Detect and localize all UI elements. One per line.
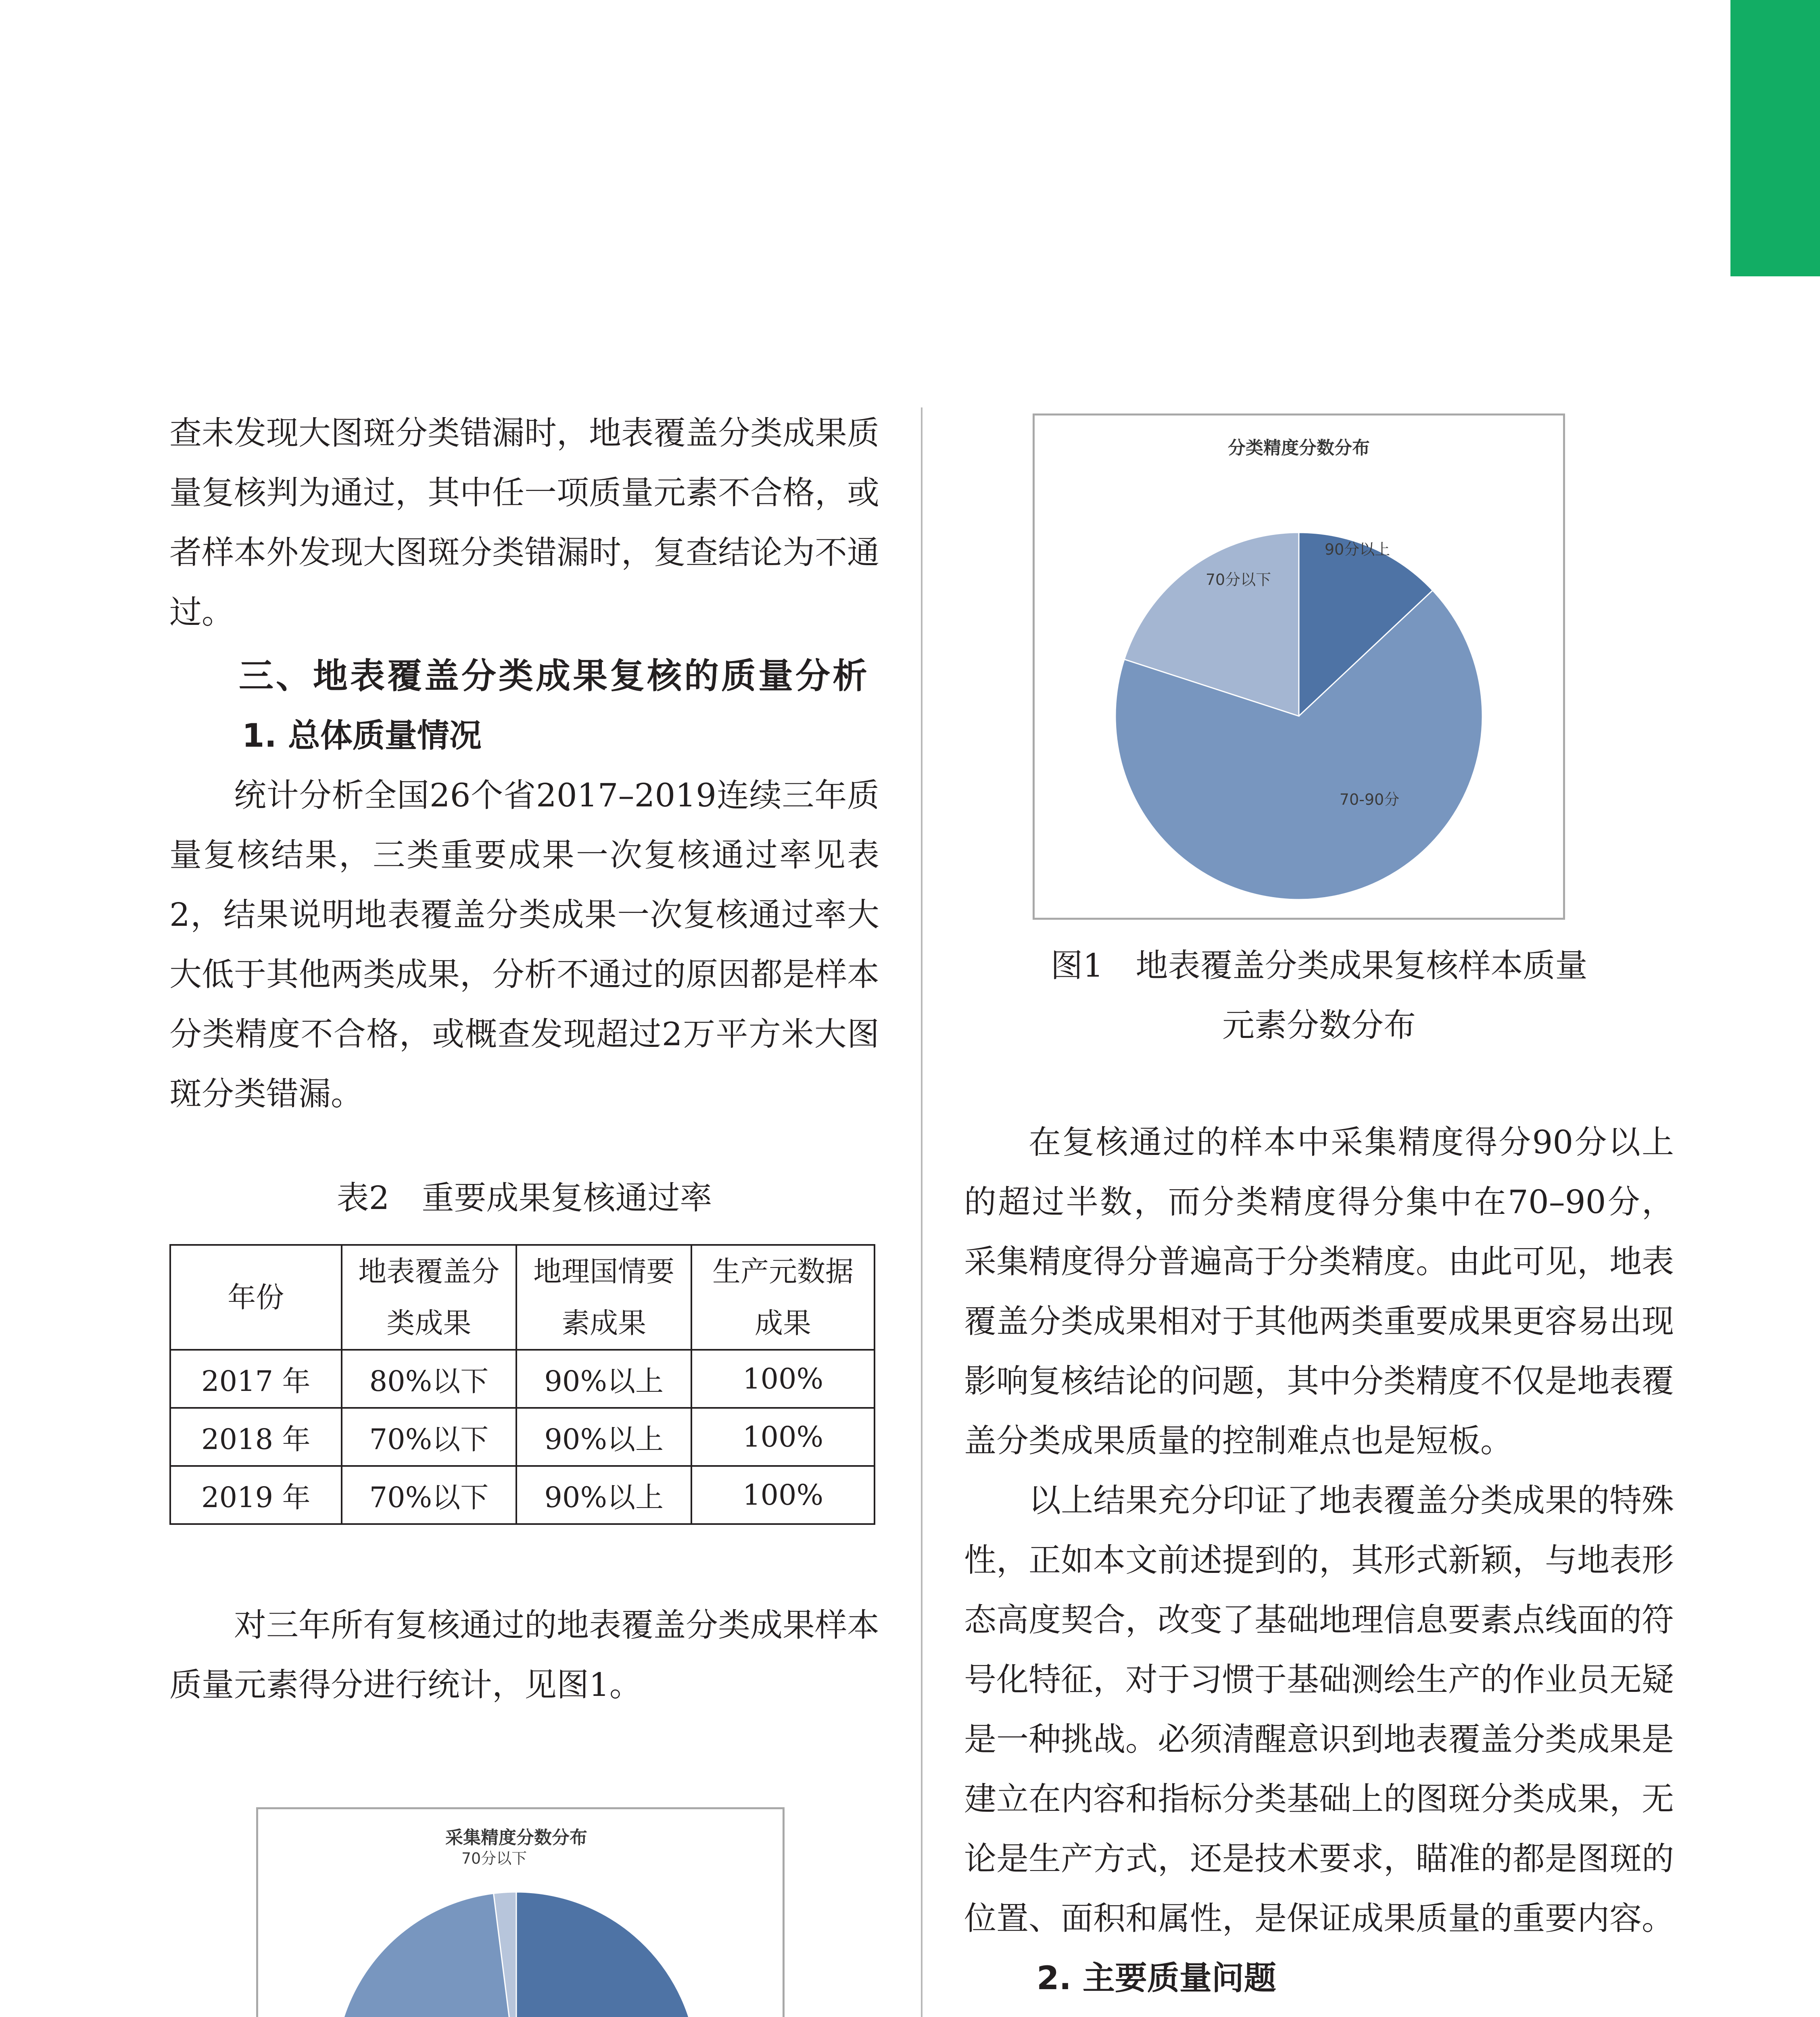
table-cell: 2019 年: [170, 1466, 342, 1524]
classification-accuracy-pie: [1035, 416, 1563, 918]
collection-accuracy-pie: [258, 1809, 783, 2017]
table-row: [170, 1408, 875, 1466]
table-caption: 表2 重要成果复核通过率: [336, 1179, 712, 1217]
pass-rate-table: [169, 1244, 875, 1525]
classification-accuracy-chart: [1033, 413, 1565, 920]
figure-caption-line2: 元素分数分布: [1222, 1006, 1416, 1044]
chart-title: 采集精度分数分布: [445, 1827, 587, 1848]
table-cell: 90%以上: [516, 1350, 691, 1408]
paragraph-1: 查未发现大图斑分类错漏时，地表覆盖分类成果质量复核判为通过，其中任一项质量元素不合格，或者样本外发现大图斑分类错漏时，复查结论为不通过。: [169, 414, 879, 631]
table-header-land-cover: 地表覆盖分 类成果: [342, 1245, 517, 1350]
figure-caption-line1: 图1 地表覆盖分类成果复核样本质量: [1050, 947, 1588, 984]
paragraph-4: 在复核通过的样本中采集精度得分90分以上的超过半数，而分类精度得分集中在70–90分，采集精度得分普遍高于分类精度。由此可见，地表覆盖分类成果相对于其他两类重要成果更容易出现影响复核结论的问题，其中分类精度不仅是地表覆盖分类成果质量的控制难点也是短板。: [964, 1123, 1674, 1460]
table-cell: 80%以下: [342, 1350, 517, 1408]
paragraph-5: 以上结果充分印证了地表覆盖分类成果的特殊性，正如本文前述提到的，其形式新颖，与地表形态高度契合，改变了基础地理信息要素点线面的符号化特征，对于习惯于基础测绘生产的作业员无疑是一种挑战。必须清醒意识到地表覆盖分类成果是建立在内容和指标分类基础上的图斑分类成果，无论是生产方式，还是技术要求，瞄准的都是图斑的位置、面积和属性，是保证成果质量的重要内容。: [964, 1482, 1674, 1937]
table-header-year: 年份: [170, 1245, 342, 1350]
column-divider: [921, 407, 923, 2017]
table-header-metadata: 生产元数据 成果: [691, 1245, 875, 1350]
left-column: [169, 403, 879, 1715]
table-cell: 90%以上: [516, 1466, 691, 1524]
section-heading: 三、地表覆盖分类成果复核的质量分析: [239, 656, 870, 696]
pie-label-slice-70-90: 70-90分: [1339, 791, 1400, 808]
pie-slice-70-90: [335, 1894, 516, 2017]
table-cell: 70%以下: [342, 1408, 517, 1466]
paragraph-2: 统计分析全国26个省2017–2019连续三年质量复核结果，三类重要成果一次复核通过率见表2，结果说明地表覆盖分类成果一次复核通过率大大低于其他两类成果，分析不通过的原因都是样本分类精度不合格，或概查发现超过2万平方米大图斑分类错漏。: [169, 777, 879, 1113]
pie-label-slice-below-70: 70分以下: [461, 1850, 527, 1867]
table-cell: 100%: [691, 1466, 875, 1524]
paragraph-3: 对三年所有复核通过的地表覆盖分类成果样本质量元素得分进行统计，见图1。: [169, 1606, 879, 1704]
chart-title: 分类精度分数分布: [1228, 438, 1370, 458]
table-header-row: [170, 1245, 875, 1350]
paragraph-6: [964, 2008, 1674, 2017]
table-cell: 90%以上: [516, 1408, 691, 1466]
table-header-geo-elements: 地理国情要 素成果: [516, 1245, 691, 1350]
collection-accuracy-chart: [256, 1807, 785, 2017]
chapter-tab-marker: [1730, 0, 1820, 276]
pie-label-slice-below-70: 70分以下: [1205, 571, 1271, 589]
subsection-heading-1: 1. 总体质量情况: [242, 717, 482, 754]
table-cell: 70%以下: [342, 1466, 517, 1524]
right-column: [964, 936, 1674, 2017]
table-row: [170, 1350, 875, 1408]
pie-label-slice-90-plus: 90分以上: [1324, 541, 1390, 558]
table-cell: 2018 年: [170, 1408, 342, 1466]
table-cell: 100%: [691, 1408, 875, 1466]
subsection-heading-2: 2. 主要质量问题: [1037, 1959, 1276, 1997]
table-row: [170, 1466, 875, 1524]
table-cell: 100%: [691, 1350, 875, 1408]
table-cell: 2017 年: [170, 1350, 342, 1408]
